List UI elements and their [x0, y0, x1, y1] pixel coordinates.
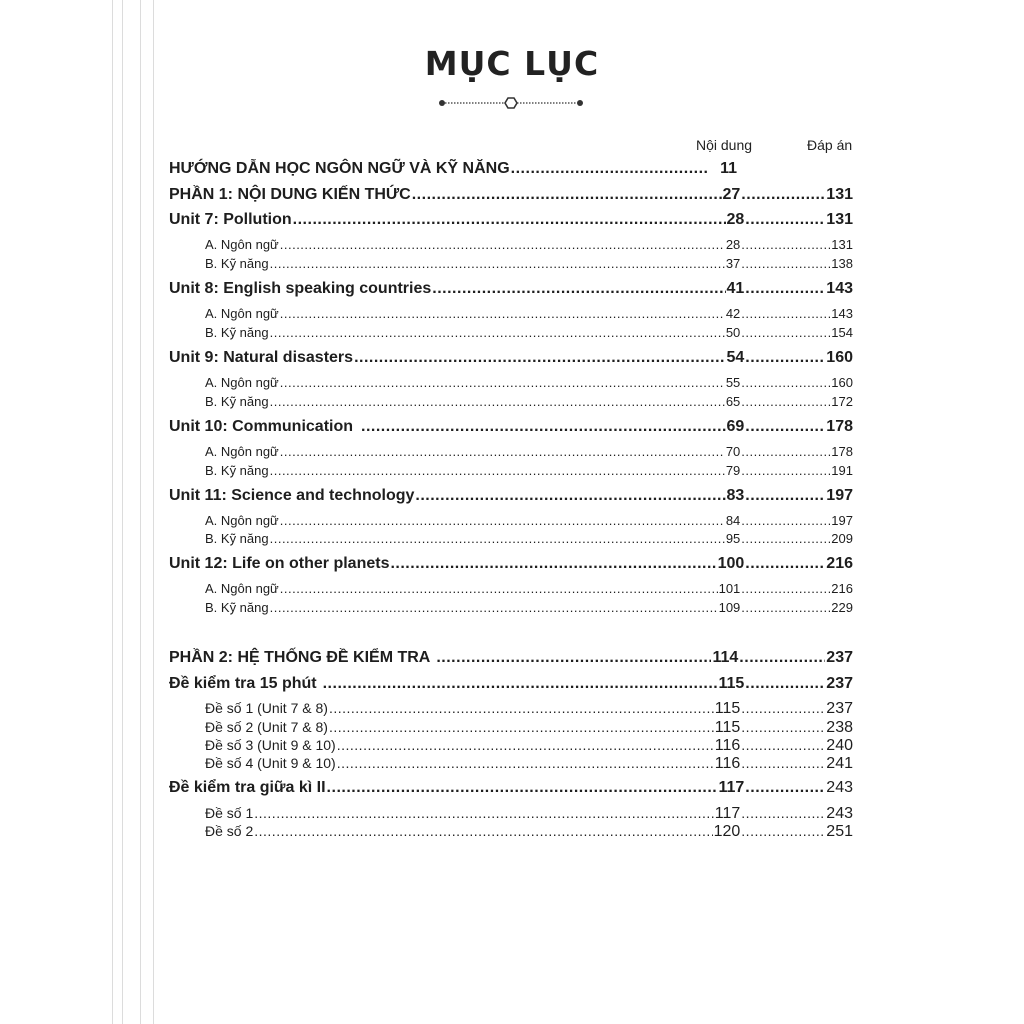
toc-row[interactable]: PHẦN 1: NỘI DUNG KIẾN THỨC ..... 27 ..... 131: [169, 186, 853, 204]
toc-row[interactable]: Đề số 2 ..... 120 ..... 251: [205, 823, 853, 841]
toc-row[interactable]: Đề số 4 (Unit 9 & 10) ..... 116 ..... 241: [205, 755, 853, 773]
toc-row[interactable]: Đề số 1 (Unit 7 & 8) ..... 115 ..... 237: [205, 700, 853, 718]
page-edge-line: [122, 0, 123, 1024]
toc-row[interactable]: Đề số 3 (Unit 9 & 10) ..... 116 ..... 240: [205, 737, 853, 755]
toc-row[interactable]: HƯỚNG DẪN HỌC NGÔN NGỮ VÀ KỸ NĂNG ..... 11: [169, 160, 853, 178]
page-edge-line: [140, 0, 141, 1024]
column-header-answers: Đáp án: [807, 137, 853, 153]
toc-row[interactable]: Unit 11: Science and technology ..... 83 ..... 197: [169, 487, 853, 505]
toc-row[interactable]: A. Ngôn ngữ ..... 42 ..... 143: [205, 306, 853, 321]
toc-row[interactable]: B. Kỹ năng ..... 50 ..... 154: [205, 325, 853, 340]
toc-row[interactable]: B. Kỹ năng ..... 79 ..... 191: [205, 463, 853, 478]
title-ornament-icon: [438, 95, 584, 111]
toc-row[interactable]: Đề kiểm tra giữa kì II ..... 117 ..... 243: [169, 779, 853, 797]
toc-row[interactable]: B. Kỹ năng ..... 95 ..... 209: [205, 531, 853, 546]
page-title: MỤC LỤC: [424, 44, 600, 83]
toc-row[interactable]: Đề số 2 (Unit 7 & 8) ..... 115 ..... 238: [205, 719, 853, 737]
toc-row[interactable]: Unit 9: Natural disasters ..... 54 ..... 160: [169, 349, 853, 367]
toc-row[interactable]: B. Kỹ năng ..... 65 ..... 172: [205, 394, 853, 409]
toc-row[interactable]: A. Ngôn ngữ ..... 55 ..... 160: [205, 375, 853, 390]
toc-row[interactable]: Unit 7: Pollution ..... 28 ..... 131: [169, 211, 853, 229]
toc-row[interactable]: Unit 8: English speaking countries ..... 41 ..... 143: [169, 280, 853, 298]
page-edge-line: [112, 0, 113, 1024]
toc-row[interactable]: Unit 12: Life on other planets ..... 100 ..... 216: [169, 555, 853, 573]
toc-row[interactable]: A. Ngôn ngữ ..... 101 ..... 216: [205, 581, 853, 596]
toc-row[interactable]: A. Ngôn ngữ ..... 28 ..... 131: [205, 237, 853, 252]
toc-row[interactable]: Đề kiểm tra 15 phút ..... 115 ..... 237: [169, 675, 853, 693]
toc-row[interactable]: Unit 10: Communication ..... 69 ..... 178: [169, 418, 853, 436]
toc-row[interactable]: PHẦN 2: HỆ THỐNG ĐỀ KIỂM TRA ..... 114 ..... 237: [169, 649, 853, 667]
toc-row[interactable]: B. Kỹ năng ..... 109 ..... 229: [205, 600, 853, 615]
toc-row[interactable]: A. Ngôn ngữ ..... 70 ..... 178: [205, 444, 853, 459]
page-edge-line: [153, 0, 154, 1024]
toc-row[interactable]: A. Ngôn ngữ ..... 84 ..... 197: [205, 513, 853, 528]
toc-row[interactable]: Đề số 1 ..... 117 ..... 243: [205, 805, 853, 823]
column-header-content: Nội dung: [696, 137, 753, 153]
toc-row[interactable]: B. Kỹ năng ..... 37 ..... 138: [205, 256, 853, 271]
